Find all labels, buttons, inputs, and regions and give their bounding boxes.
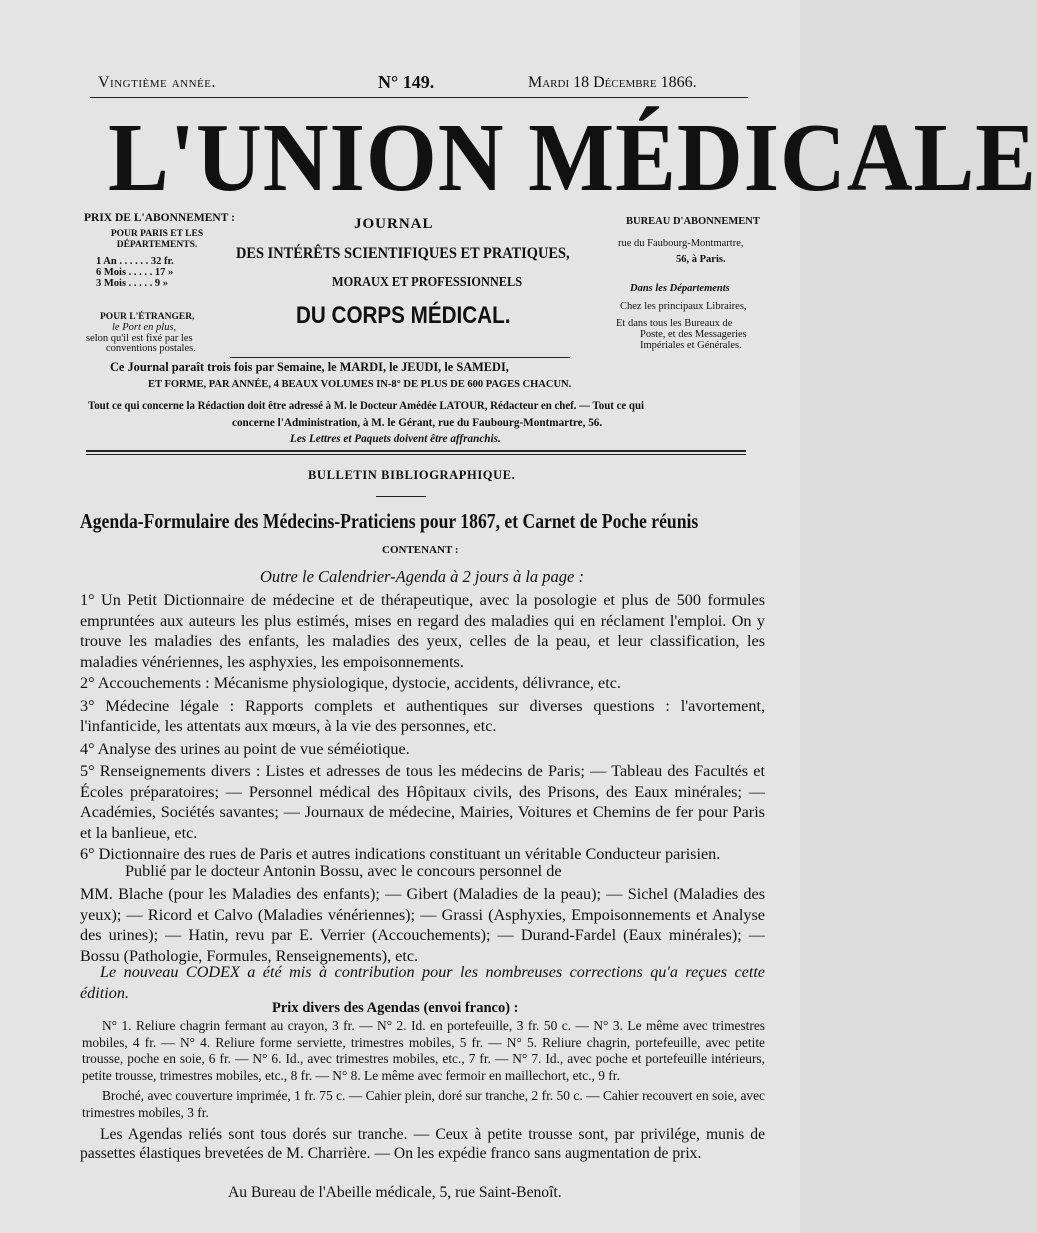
section-rule-2 xyxy=(86,454,746,455)
masthead-title: L'UNION MÉDICALE xyxy=(108,104,1037,212)
journal-line-2: MORAUX ET PROFESSIONNELS xyxy=(332,275,523,290)
bureau-heading: BUREAU D'ABONNEMENT xyxy=(626,216,760,227)
subscription-rate-2: 6 Mois . . . . . 17 » xyxy=(96,267,174,278)
agenda-item-list xyxy=(80,590,765,865)
prices-paragraph-3: Les Agendas reliés sont tous dorés sur tranche. — Ceux à petite trousse sont, par privilége, munis de passettes élastiques brevetées de M. Charrière. — On les expédie franco sans augmentation de prix. xyxy=(80,1126,765,1162)
agenda-item-4: 4° Analyse des urines au point de vue séméiotique. xyxy=(80,739,410,758)
issue-number: N° 149. xyxy=(378,72,435,92)
publication-line-2: ET FORME, PAR ANNÉE, 4 BEAUX VOLUMES IN-8° DE PLUS DE 600 PAGES CHACUN. xyxy=(148,379,572,390)
journal-line-1: DES INTÉRÊTS SCIENTIFIQUES ET PRATIQUES, xyxy=(236,245,570,262)
publication-line-3: Tout ce qui concerne la Rédaction doit être adressé à M. le Docteur Amédée LATOUR, Rédacteur en chef. — Tout ce qui xyxy=(88,400,645,412)
publication-line-1: Ce Journal paraît trois fois par Semaine, le MARDI, le JEUDI, le SAMEDI, xyxy=(110,359,509,374)
journal-line-3: DU CORPS MÉDICAL. xyxy=(296,302,511,329)
subscription-region xyxy=(92,229,222,251)
subscription-rate-3: 3 Mois . . . . . 9 » xyxy=(96,278,169,289)
bureau-address: rue du Faubourg-Montmartre, xyxy=(618,238,744,249)
year-label: Vingtième année. xyxy=(98,74,216,91)
agenda-item-5: 5° Renseignements divers : Listes et adresses de tous les médecins de Paris; — Tableau des Facultés et Écoles préparatoires; — Personnel médical des Hôpitaux civils, des Prisons, des Eaux minérales; — Académies, Sociétés savantes; — Journaux de médecine, Mairies, Voitures et Chemins de fer pour Paris et la banlieue, etc. xyxy=(80,762,765,842)
publication-line-5: Les Lettres et Paquets doivent être affranchis. xyxy=(290,433,501,445)
agenda-codex-block xyxy=(80,962,765,1003)
prices-note-block xyxy=(80,1125,765,1163)
subscription-heading: PRIX DE L'ABONNEMENT : xyxy=(84,212,235,224)
subscription-region-text: POUR PARIS ET LES DÉPARTEMENTS. xyxy=(110,229,204,250)
bureau-offices-2: Poste, et des Messageries xyxy=(640,329,747,340)
issue-date: Mardi 18 Décembre 1866. xyxy=(528,74,697,91)
prices-footer: Au Bureau de l'Abeille médicale, 5, rue Saint-Benoît. xyxy=(228,1184,562,1201)
header-rule xyxy=(90,97,748,98)
foreign-heading: POUR L'ÉTRANGER, xyxy=(100,312,195,322)
bureau-offices-3: Impériales et Générales. xyxy=(640,340,742,351)
section-rule-1 xyxy=(86,450,746,452)
agenda-item-2: 2° Accouchements : Mécanisme physiologique, dystocie, accidents, délivrance, etc. xyxy=(80,674,621,692)
bureau-libraries: Chez les principaux Libraires, xyxy=(620,301,747,312)
bulletin-heading: BULLETIN BIBLIOGRAPHIQUE. xyxy=(308,468,516,482)
agenda-contributors: MM. Blache (pour les Maladies des enfants); — Gibert (Maladies de la peau); — Sichel (Maladies des yeux); — Ricord et Calvo (Maladies vénériennes); — Grassi (Asphyxies, Empoisonnements et Analyse des urines); — Hatin, revu par E. Verrier (Accouchements); — Durand-Fardel (Eaux minérales); — Bossu (Pathologie, Formules, Renseignements), etc. xyxy=(80,885,765,965)
subscription-rate-1: 1 An . . . . . . 32 fr. xyxy=(96,256,174,267)
journal-label: JOURNAL xyxy=(354,216,434,232)
prices-block xyxy=(82,1018,765,1122)
bureau-offices-1: Et dans tous les Bureaux de xyxy=(616,318,733,329)
agenda-title: Agenda-Formulaire des Médecins-Praticiens pour 1867, et Carnet de Poche réunis xyxy=(80,509,699,533)
bulletin-rule xyxy=(376,496,426,497)
agenda-intro: Outre le Calendrier-Agenda à 2 jours à la page : xyxy=(260,567,584,586)
agenda-codex: Le nouveau CODEX a été mis à contribution pour les nombreuses corrections qu'a reçues cette édition. xyxy=(80,963,765,1002)
agenda-item-1: 1° Un Petit Dictionnaire de médecine et de thérapeutique, avec la posologie et plus de 500 formules empruntées aux auteurs les plus estimés, mises en regard des maladies qui en réclament l'emploi. On y trouve les maladies des enfants, les maladies des yeux, celles de la peau, et leur classification, les maladies vénériennes, les asphyxies, les empoisonnements. xyxy=(80,591,765,671)
publication-line-4: concerne l'Administration, à M. le Gérant, rue du Faubourg-Montmartre, 56. xyxy=(232,417,603,429)
publication-rule xyxy=(230,357,570,358)
foreign-note-3: conventions postales. xyxy=(106,343,196,354)
agenda-item-3: 3° Médecine légale : Rapports complets et authentiques sur diverses questions : l'avortement, l'infanticide, les attentats aux mœurs, à la vie des personnes, etc. xyxy=(80,696,765,735)
prices-paragraph-1: N° 1. Reliure chagrin fermant au crayon, 3 fr. — N° 2. Id. en portefeuille, 3 fr. 50 c. — N° 3. Le même avec trimestres mobiles, 4 fr. — N° 4. Reliure forme serviette, trimestres mobiles, 5 fr. — N° 5. Reliure chagrin, portefeuille, avec petite trousse, poche en soie, 6 fr. — N° 6. Id., avec trimestres mobiles, etc., 7 fr. — N° 7. Id., avec poche et portefeuille intérieurs, petite trousse, trimestres mobiles, etc., 8 fr. — N° 8. Le même avec fermoir en maillechort, etc., 9 fr. xyxy=(82,1018,765,1083)
prices-paragraph-2: Broché, avec couverture imprimée, 1 fr. 75 c. — Cahier plein, doré sur tranche, 2 fr. 50 c. — Cahier recouvert en soie, avec trimestres mobiles, 3 fr. xyxy=(82,1088,765,1120)
prices-heading: Prix divers des Agendas (envoi franco) : xyxy=(272,1000,519,1016)
foreign-note-1: le Port en plus, xyxy=(112,322,177,333)
foreign-note-2: selon qu'il est fixé par les xyxy=(86,333,193,344)
agenda-contenant: CONTENANT : xyxy=(382,544,459,556)
bureau-number: 56, à Paris. xyxy=(676,254,726,265)
bureau-dept: Dans les Départements xyxy=(630,283,730,294)
agenda-item-6: 6° Dictionnaire des rues de Paris et autres indications constituant un véritable Conducteur parisien. xyxy=(80,845,721,863)
agenda-published: Publié par le docteur Antonin Bossu, avec le concours personnel de xyxy=(125,862,562,880)
agenda-contributors-block xyxy=(80,884,765,966)
